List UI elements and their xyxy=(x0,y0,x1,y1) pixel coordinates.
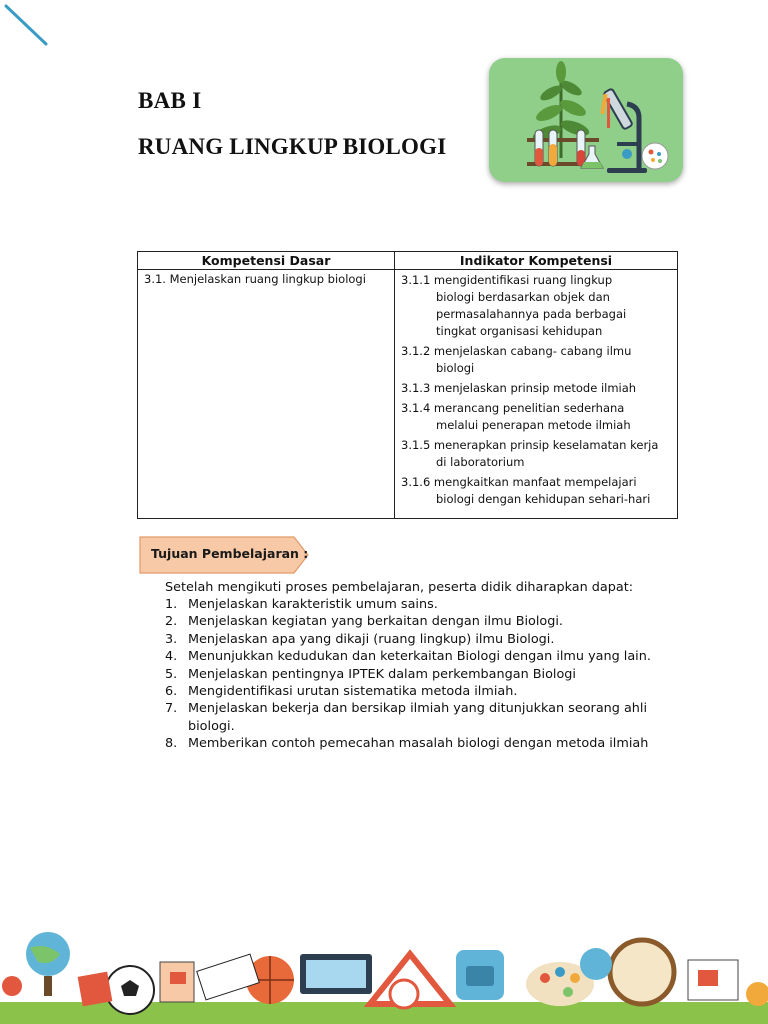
indicator-first-line: 3.1.6 xyxy=(401,475,431,489)
indicator-item xyxy=(401,272,671,340)
learning-goal-item xyxy=(165,666,665,683)
indicator-continuation: di laboratorium xyxy=(436,455,525,469)
chapter-title: RUANG LINGKUP BIOLOGI xyxy=(138,134,447,159)
indicator-first-line: 3.1.5 xyxy=(401,438,431,452)
learning-goals-intro: Setelah mengikuti proses pembelajaran, peserta didik diharapkan dapat: xyxy=(165,580,634,595)
goal-text: Menjelaskan apa yang dikaji (ruang lingkup) ilmu Biologi. xyxy=(188,631,555,647)
goal-number: 4. xyxy=(165,649,178,665)
indicator-continuation: tingkat organisasi kehidupan xyxy=(436,324,603,338)
indicator-first-line: 3.1.1 xyxy=(401,273,431,287)
indicator-continuation: biologi berdasarkan objek dan xyxy=(436,290,610,304)
indicator-first-line: 3.1.2 xyxy=(401,344,431,358)
indicator-item xyxy=(401,474,671,508)
learning-goal-item xyxy=(165,648,665,665)
goal-text: Menjelaskan bekerja dan bersikap ilmiah yang ditunjukkan seorang ahli biologi. xyxy=(188,701,648,734)
goal-number: 5. xyxy=(165,666,178,682)
indicator-text: menerapkan prinsip keselamatan kerja xyxy=(433,438,659,452)
indicator-text: mengkaitkan manfaat mempelajari xyxy=(433,475,637,489)
indicator-first-line: 3.1.4 xyxy=(401,401,431,415)
indicator-continuation: biologi xyxy=(436,361,475,375)
indicator-text: mengidentifikasi ruang lingkup xyxy=(433,273,613,287)
competency-table xyxy=(137,251,678,519)
goal-text: Memberikan contoh pemecahan masalah biologi dengan metoda ilmiah xyxy=(188,736,649,752)
goal-text: Menjelaskan kegiatan yang berkaitan dengan ilmu Biologi. xyxy=(188,614,564,630)
school-supplies-footer xyxy=(0,914,768,1024)
corner-decoration xyxy=(0,0,60,60)
learning-goal-item xyxy=(165,631,665,648)
indicator-text: menjelaskan cabang- cabang ilmu xyxy=(433,344,632,358)
learning-goal-item xyxy=(165,700,665,735)
indicator-item xyxy=(401,380,671,397)
indicator-continuation: biologi dengan kehidupan sehari-hari xyxy=(436,492,651,506)
header-indikator-kompetensi: Indikator Kompetensi xyxy=(395,252,678,270)
learning-goal-item xyxy=(165,683,665,700)
goal-number: 7. xyxy=(165,701,178,717)
indicator-item xyxy=(401,400,671,434)
goal-number: 1. xyxy=(165,597,178,612)
kd-text: 3.1. Menjelaskan ruang lingkup biologi xyxy=(144,272,366,286)
indicator-item xyxy=(401,437,671,471)
indicator-continuation: permasalahannya pada berbagai xyxy=(436,307,627,321)
kd-cell xyxy=(138,270,395,519)
goal-text: Mengidentifikasi urutan sistematika metoda ilmiah. xyxy=(188,684,518,700)
goal-number: 8. xyxy=(165,736,178,752)
learning-goals-list xyxy=(165,596,665,753)
learning-goal-item xyxy=(165,735,665,752)
goal-number: 6. xyxy=(165,684,178,700)
goal-number: 3. xyxy=(165,631,178,647)
indicator-text: merancang penelitian sederhana xyxy=(433,401,625,415)
indicator-continuation: melalui penerapan metode ilmiah xyxy=(436,418,631,432)
learning-goal-item xyxy=(165,596,665,613)
goal-text: Menunjukkan kedudukan dan keterkaitan Biologi dengan ilmu yang lain. xyxy=(188,649,651,665)
goal-text: Menjelaskan pentingnya IPTEK dalam perkembangan Biologi xyxy=(188,666,576,682)
indicator-item xyxy=(401,343,671,377)
goal-text: Menjelaskan karakteristik umum sains. xyxy=(188,597,438,612)
chapter-number: BAB I xyxy=(138,88,202,113)
goal-number: 2. xyxy=(165,614,178,630)
indicator-text: menjelaskan prinsip metode ilmiah xyxy=(433,381,637,395)
learning-goals-title: Tujuan Pembelajaran : xyxy=(151,546,309,561)
header-kompetensi-dasar: Kompetensi Dasar xyxy=(138,252,395,270)
indicator-cell xyxy=(395,270,678,519)
indicator-first-line: 3.1.3 xyxy=(401,381,431,395)
learning-goal-item xyxy=(165,613,665,630)
biology-lab-illustration xyxy=(489,58,683,182)
